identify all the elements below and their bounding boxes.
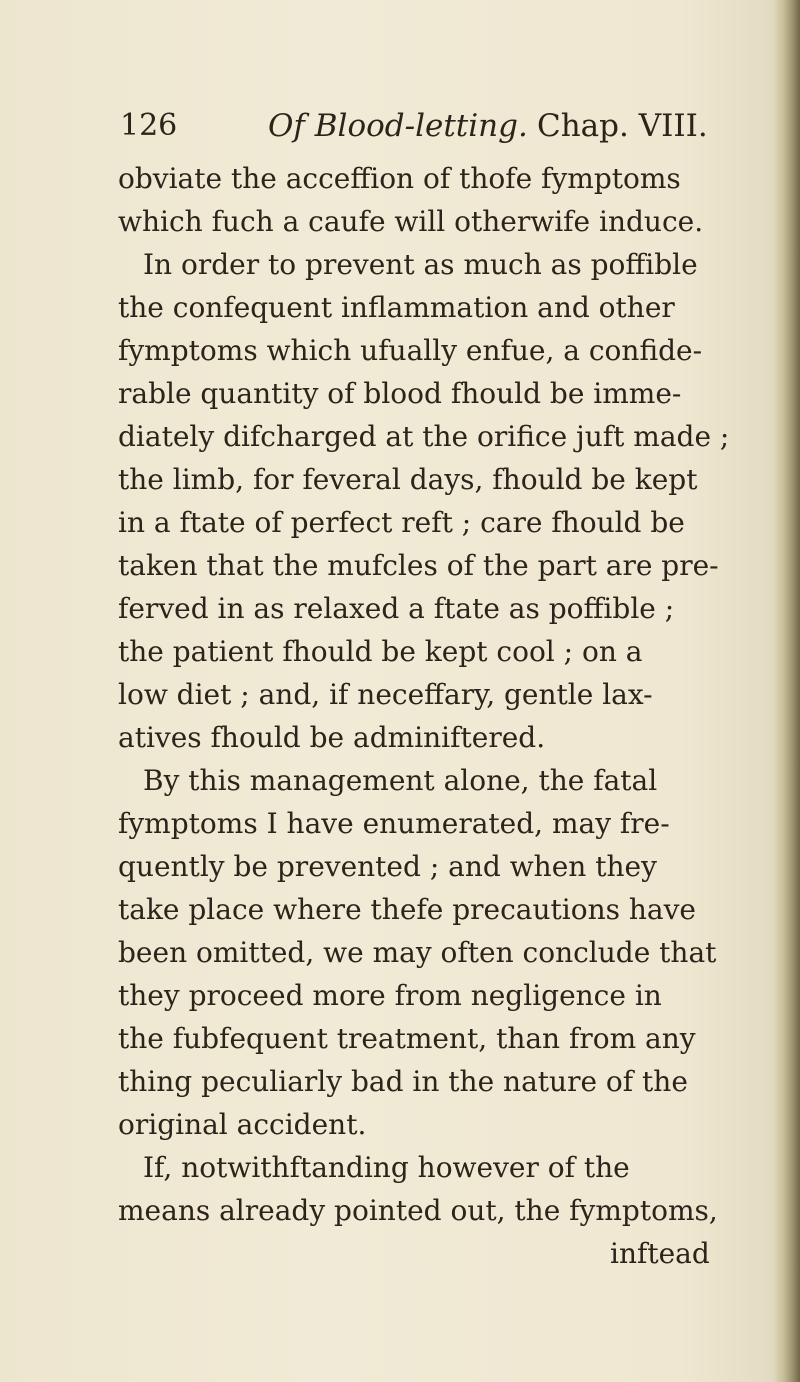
text-line: the fubfequent treatment, than from any: [118, 1022, 696, 1055]
text-line: ferved in as relaxed a ftate as poffible ;: [118, 592, 675, 625]
text-line: in a ftate of perfect reft ; care fhould be: [118, 506, 685, 539]
text-line: which fuch a caufe will otherwife induce.: [118, 205, 704, 238]
text-line: the confequent inflammation and other: [118, 291, 675, 324]
text-line: By this management alone, the fatal: [143, 764, 658, 797]
text-line: been omitted, we may often conclude that: [118, 936, 717, 969]
text-line: rable quantity of blood fhould be imme-: [118, 377, 682, 410]
text-line: thing peculiarly bad in the nature of the: [118, 1065, 688, 1098]
text-line: quently be prevented ; and when they: [118, 850, 657, 883]
page-edge-shadow: [774, 0, 800, 1382]
text-line: diately difcharged at the orifice juft made ;: [118, 420, 730, 453]
text-line: the patient fhould be kept cool ; on a: [118, 635, 643, 668]
chapter-label: Chap. VIII.: [537, 108, 708, 144]
text-line: In order to prevent as much as poffible: [143, 248, 698, 281]
text-line: If, notwithftanding however of the: [143, 1151, 630, 1184]
text-line: fymptoms which ufually enfue, a confide-: [118, 334, 703, 367]
text-line: low diet ; and, if neceffary, gentle lax-: [118, 678, 653, 711]
text-line: fymptoms I have enumerated, may fre-: [118, 807, 670, 840]
text-line: means already pointed out, the fymptoms,: [118, 1194, 718, 1227]
text-line: they proceed more from negligence in: [118, 979, 662, 1012]
text-line: take place where thefe precautions have: [118, 893, 696, 926]
text-line: taken that the mufcles of the part are pre-: [118, 549, 719, 582]
running-title: Of Blood-letting.: [268, 108, 528, 144]
text-line: the limb, for feveral days, fhould be kept: [118, 463, 698, 496]
text-line: obviate the acceffion of thofe fymptoms: [118, 162, 681, 195]
page-number: 126: [120, 108, 178, 143]
page-header: [120, 100, 760, 152]
text-line: original accident.: [118, 1108, 367, 1141]
catchword: inftead: [610, 1237, 710, 1270]
text-line: atives fhould be adminiftered.: [118, 721, 546, 754]
